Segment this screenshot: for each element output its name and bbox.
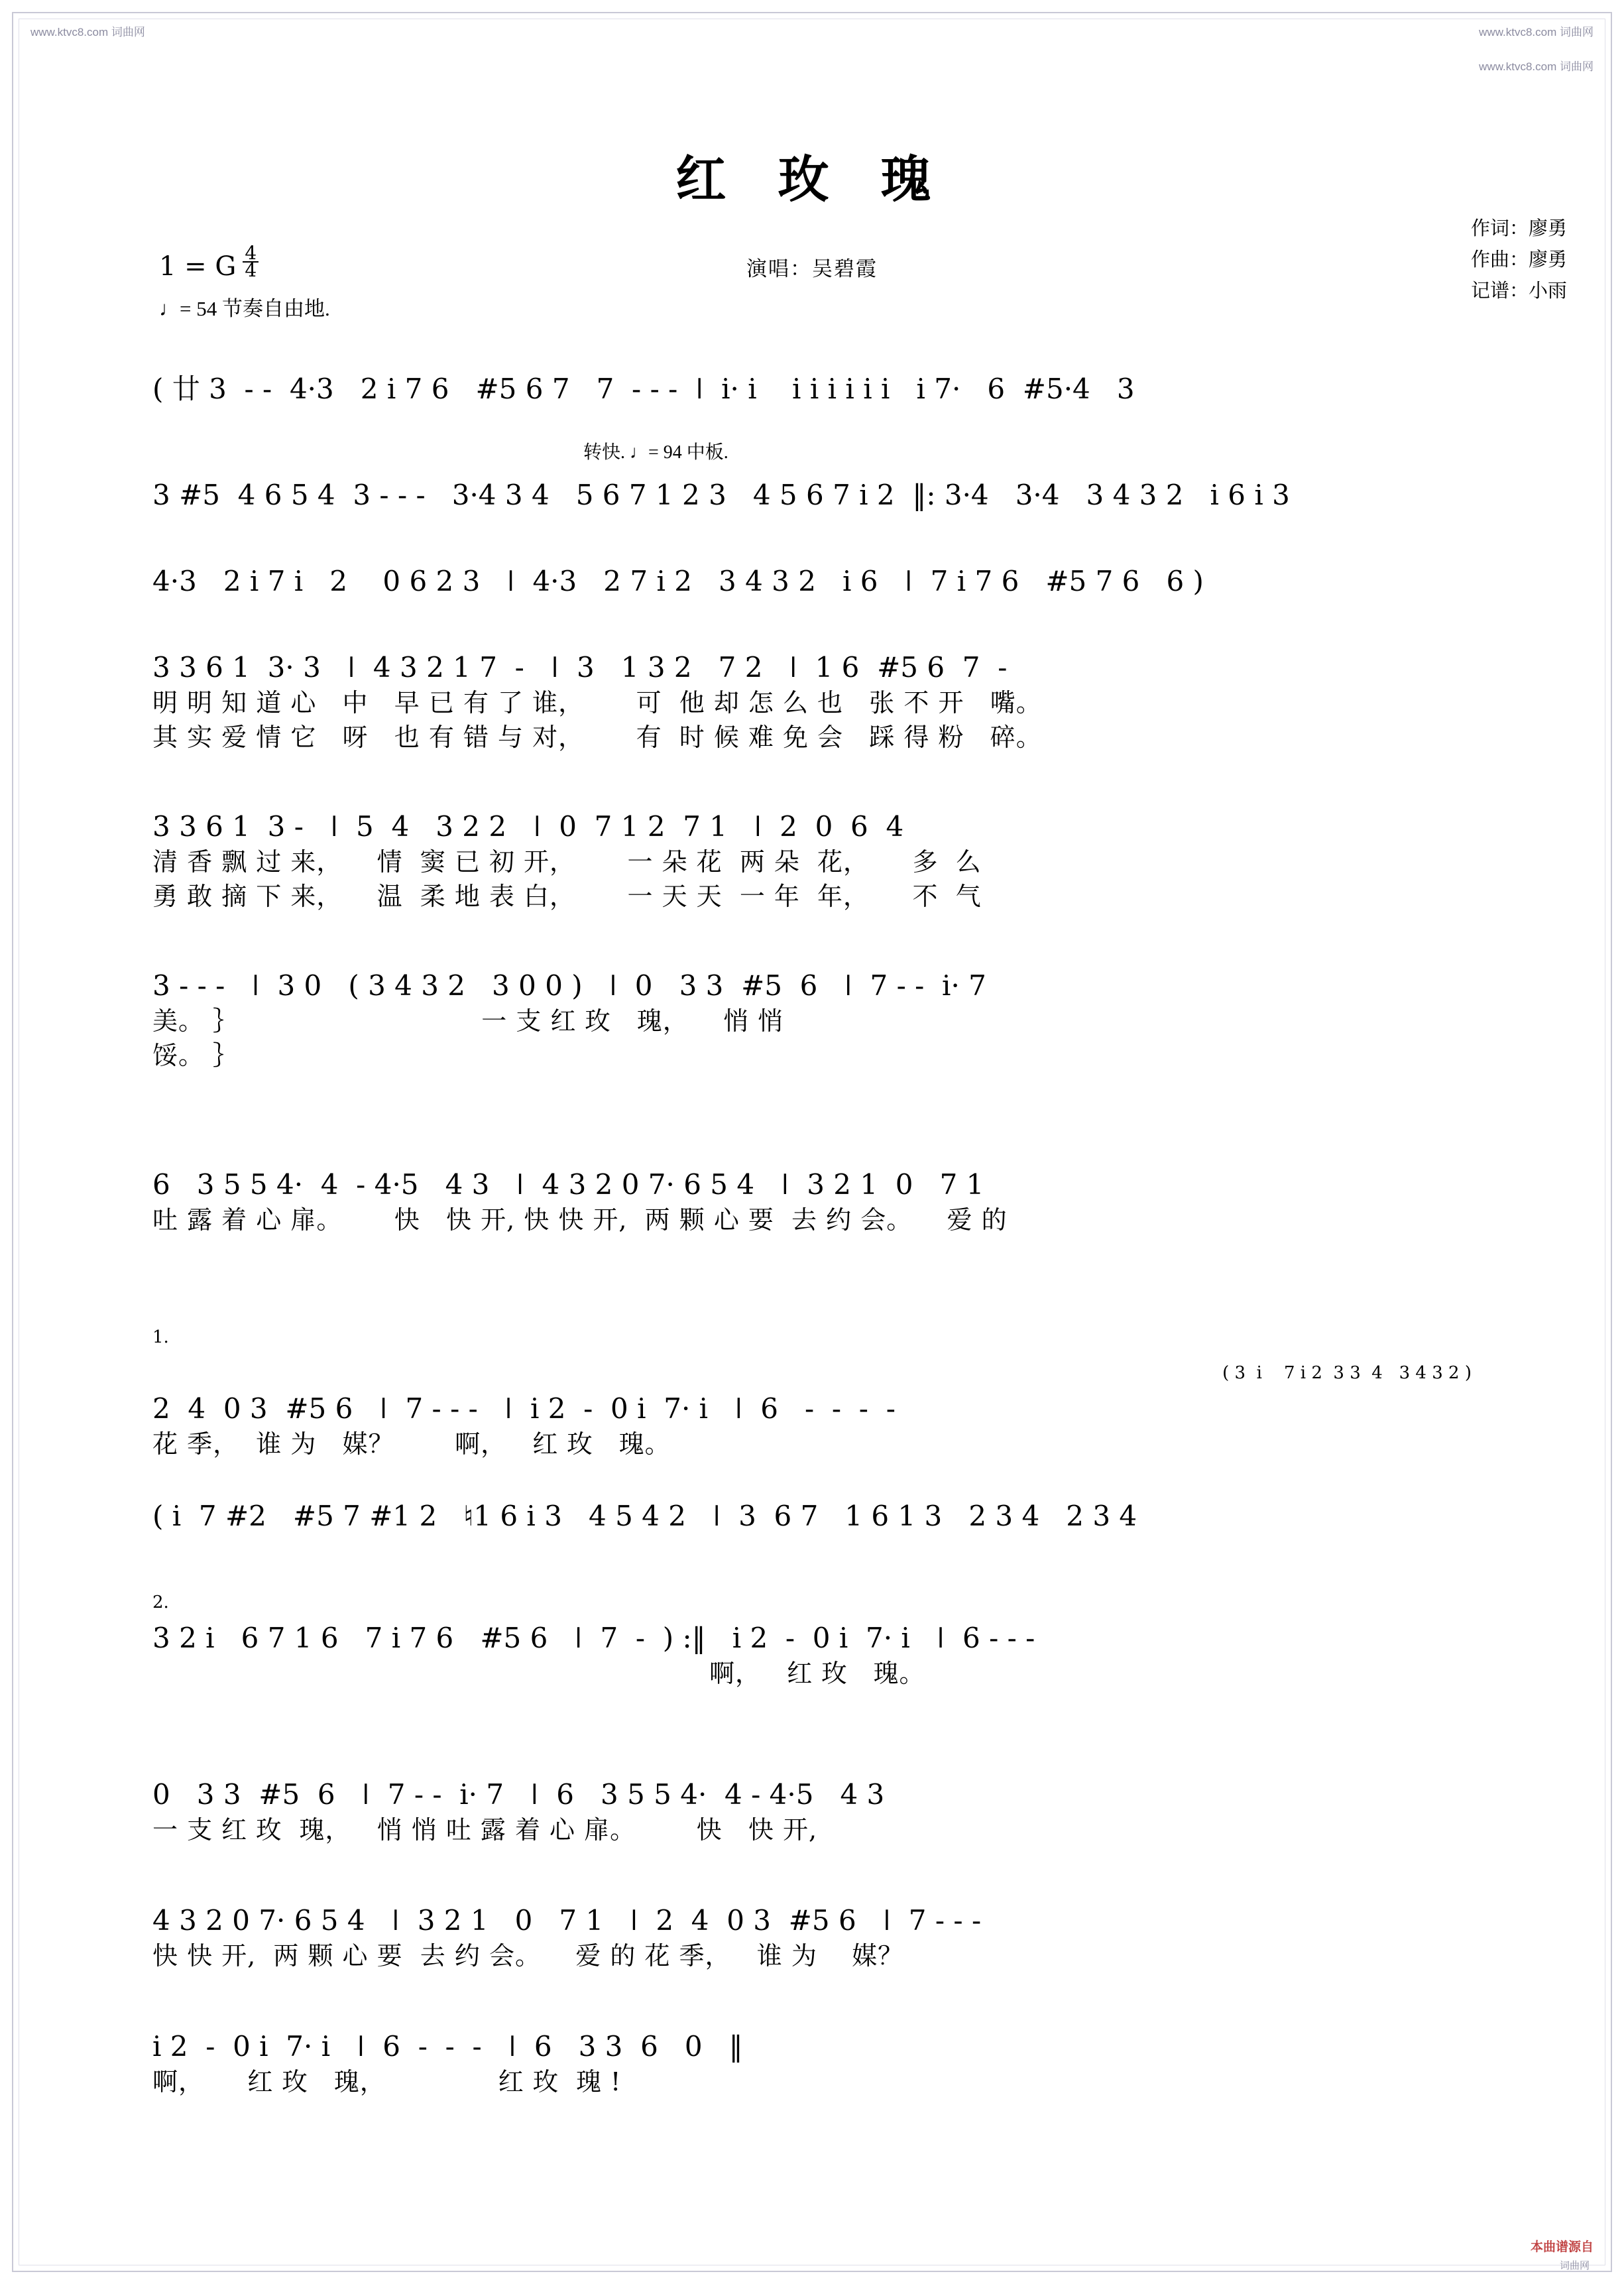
notes-line: ( i 7 #2 #5 7 #1 2 ♮1 6 i 3 4 5 4 2 ǀ 3 6 7 1 6 1 3 2 3 4 2 3 4	[152, 1500, 1137, 1532]
lyrics-line-1: 啊， 红 玫 瑰。	[709, 1659, 925, 1688]
ending-bracket-notes: ( 3 i 7 i 2 3 3 4 3 4 3 2 )	[1222, 1363, 1472, 1383]
score-row-13	[152, 2029, 1472, 2099]
tempo-marking: ♩= 54 节奏自由地.	[159, 297, 330, 320]
watermark-bottom-right: 本曲谱源自	[1530, 2240, 1594, 2254]
tempo-change-marking: 转快. ♩= 94 中板.	[583, 442, 728, 463]
score-row-2	[152, 477, 1472, 513]
lyrics-line-2: 馁。 ｝	[152, 1041, 239, 1070]
lyrics-line-2: 勇 敢 摘 下 来， 温 柔 地 表 白， 一 天 天 一 年 年， 不 气	[152, 882, 982, 911]
score-row-7	[152, 1167, 1472, 1237]
notes-line: i 2 - 0 i 7· i ǀ 6 - - - ǀ 6 3 3 6 0 ‖	[152, 2030, 743, 2063]
credits-block	[1471, 213, 1567, 307]
lyrics-line-1: 吐 露 着 心 扉。 快 快 开, 快 快 开, 两 颗 心 要 去 约 会。 爱 的	[152, 1205, 1008, 1234]
score-row-12	[152, 1903, 1472, 1973]
singer-credit: 演唱：吴碧霞	[746, 257, 878, 280]
lyrics-line-1: 清 香 飘 过 来， 情 窦 已 初 开， 一 朵 花 两 朵 花， 多 么	[152, 847, 982, 876]
page-title: 红 玫 瑰	[675, 150, 949, 209]
score-row-6	[152, 968, 1472, 1073]
watermark-top-right-2: www.ktvc8.com 词曲网	[1479, 60, 1594, 73]
score-row-5	[152, 809, 1472, 914]
lyricist-credit: 作词：廖勇	[1470, 218, 1567, 239]
notes-line: 3 2 i 6 7 1 6 7 i 7 6 #5 6 ǀ 7 - ) :‖ i 2 - 0 i 7· i ǀ 6 - - -	[152, 1622, 1035, 1654]
lyrics-line-2: 其 实 爱 情 它 呀 也 有 错 与 对， 有 时 候 难 免 会 踩 得 粉 碎。	[152, 723, 1042, 752]
time-signature-numerator: 4	[243, 245, 259, 263]
notes-line: 4 3 2 0 7· 6 5 4 ǀ 3 2 1 0 7 1 ǀ 2 4 0 3 #5 6 ǀ 7 - - -	[152, 1904, 982, 1937]
notes-line: 3 3 6 1 3 - ǀ 5 4 3 2 2 ǀ 0 7 1 2 7 1 ǀ 2 0 6 4	[152, 810, 904, 843]
score-row-8	[152, 1319, 1472, 1461]
score-row-3	[152, 564, 1472, 599]
score-row-4	[152, 650, 1472, 754]
notes-line: 4·3 2 i 7 i 2 0 6 2 3 ǀ 4·3 2 7 i 2 3 4 3 2 i 6 ǀ 7 i 7 6 #5 7 6 6 )	[152, 565, 1204, 597]
notes-line: 6 3 5 5 4· 4 - 4·5 4 3 ǀ 4 3 2 0 7· 6 5 4 ǀ 3 2 1 0 7 1	[152, 1168, 984, 1201]
score-row-9	[152, 1498, 1472, 1534]
score-row-10	[152, 1585, 1472, 1691]
notes-line: 3 - - - ǀ 3 0 ( 3 4 3 2 3 0 0 ) ǀ 0 3 3 #5 6 ǀ 7 - - i· 7	[152, 969, 986, 1002]
volta-2-label: 2.	[152, 1593, 169, 1612]
notes-line: ( 廿 3 - - 4·3 2 i 7 6 #5 6 7 7 - - - ǀ i· i i i i i i i i 7· 6 #5·4 3	[152, 373, 1135, 405]
composer-credit: 作曲：廖勇	[1470, 249, 1567, 270]
time-signature	[243, 242, 259, 281]
watermark-bottom-right-2: 词曲网	[1559, 2260, 1590, 2271]
lyrics-line-1: 一 支 红 玫 瑰， 悄 悄 吐 露 着 心 扉。 快 快 开,	[152, 1815, 818, 1844]
notes-line: 3 #5 4 6 5 4 3 - - - 3·4 3 4 5 6 7 1 2 3 4 5 6 7 i 2 ‖: 3·4 3·4 3 4 3 2 i 6 i 3	[152, 479, 1290, 511]
notator-credit: 记谱：小雨	[1470, 280, 1567, 302]
lyrics-line-1: 花 季， 谁 为 媒？ 啊， 红 玫 瑰。	[152, 1429, 671, 1459]
watermark-top-right: www.ktvc8.com 词曲网	[1479, 26, 1594, 38]
watermark-top-left: www.ktvc8.com 词曲网	[30, 26, 145, 38]
lyrics-line-1: 快 快 开, 两 颗 心 要 去 约 会。 爱 的 花 季， 谁 为 媒？	[152, 1941, 904, 1970]
volta-1-label: 1.	[152, 1327, 169, 1347]
key-label: 1 = G	[159, 251, 237, 282]
lyrics-line-1: 明 明 知 道 心 中 早 已 有 了 谁， 可 他 却 怎 么 也 张 不 开 嘴。	[152, 688, 1042, 717]
lyrics-line-1: 啊， 红 玫 瑰， 红 玫 瑰 !	[152, 2067, 622, 2096]
notes-line: 3 3 6 1 3· 3 ǀ 4 3 2 1 7 - ǀ 3 1 3 2 7 2 ǀ 1 6 #5 6 7 -	[152, 651, 1008, 684]
score-row-1	[152, 371, 1472, 407]
notes-line: 0 3 3 #5 6 ǀ 7 - - i· 7 ǀ 6 3 5 5 4· 4 - 4·5 4 3	[152, 1778, 885, 1811]
time-signature-denominator: 4	[245, 259, 257, 281]
key-signature	[159, 242, 259, 282]
score-row-11	[152, 1777, 1472, 1847]
lyrics-line-1: 美。 ｝ 一 支 红 玫 瑰， 悄 悄	[152, 1006, 784, 1036]
notes-line: 2 4 0 3 #5 6 ǀ 7 - - - ǀ i 2 - 0 i 7· i ǀ 6 - - - -	[152, 1392, 896, 1425]
